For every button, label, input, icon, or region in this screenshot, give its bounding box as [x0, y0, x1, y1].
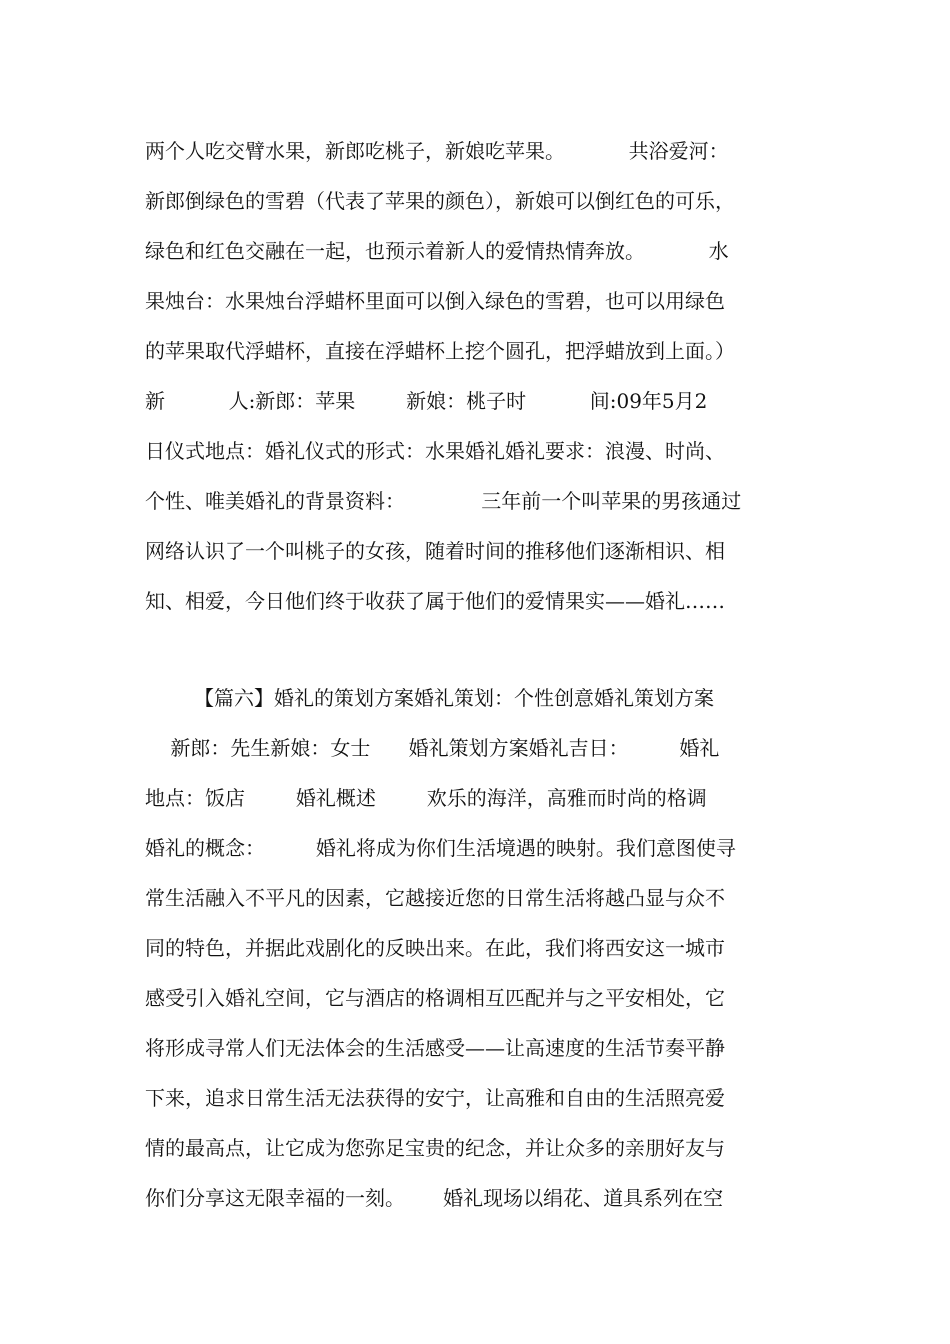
- text-line: 知、相爱，今日他们终于收获了属于他们的爱情果实——婚礼……: [145, 589, 725, 613]
- text-line: 新郎倒绿色的雪碧（代表了苹果的颜色），新娘可以倒红色的可乐，: [145, 189, 735, 213]
- text-line: 你们分享这无限幸福的一刻。 婚礼现场以绢花、道具系列在空: [145, 1186, 724, 1210]
- section-heading: 【篇六】婚礼的策划方案婚礼策划：个性创意婚礼策划方案: [194, 686, 714, 710]
- text-line: 同的特色，并据此戏剧化的反映出来。在此，我们将西安这一城市: [145, 936, 725, 960]
- text-line: 果烛台：水果烛台浮蜡杯里面可以倒入绿色的雪碧，也可以用绿色: [145, 289, 725, 313]
- text-line: 绿色和红色交融在一起，也预示着新人的爱情热情奔放。 水: [145, 239, 729, 263]
- text-line: 两个人吃交臂水果，新郎吃桃子，新娘吃苹果。 共浴爱河：: [145, 139, 729, 163]
- text-line: 的苹果取代浮蜡杯，直接在浮蜡杯上挖个圆孔，把浮蜡放到上面。）: [145, 339, 735, 363]
- text-line: 感受引入婚礼空间，它与酒店的格调相互匹配并与之平安相处，它: [145, 986, 725, 1010]
- text-line: 常生活融入不平凡的因素，它越接近您的日常生活将越凸显与众不: [145, 886, 725, 910]
- text-line: 地点：饭店 婚礼概述 欢乐的海洋，高雅而时尚的格调: [145, 786, 707, 810]
- text-line: 个性、唯美婚礼的背景资料： 三年前一个叫苹果的男孩通过: [145, 489, 742, 513]
- text-line: 婚礼的概念： 婚礼将成为你们生活境遇的映射。我们意图使寻: [145, 836, 736, 860]
- text-line: 网络认识了一个叫桃子的女孩，随着时间的推移他们逐渐相识、相: [145, 539, 725, 563]
- text-line: 日仪式地点：婚礼仪式的形式：水果婚礼婚礼要求：浪漫、时尚、: [145, 439, 725, 463]
- text-line: 下来，追求日常生活无法获得的安宁，让高雅和自由的生活照亮爱: [145, 1086, 725, 1110]
- text-line: 将形成寻常人们无法体会的生活感受——让高速度的生活节奏平静: [145, 1036, 725, 1060]
- text-line: 新郎：先生新娘：女士 婚礼策划方案婚礼吉日： 婚礼: [145, 736, 720, 760]
- text-line: 情的最高点，让它成为您弥足宝贵的纪念，并让众多的亲朋好友与: [145, 1136, 725, 1160]
- text-line: 新 人:新郎：苹果 新娘：桃子时 间:09年5月2: [145, 389, 708, 413]
